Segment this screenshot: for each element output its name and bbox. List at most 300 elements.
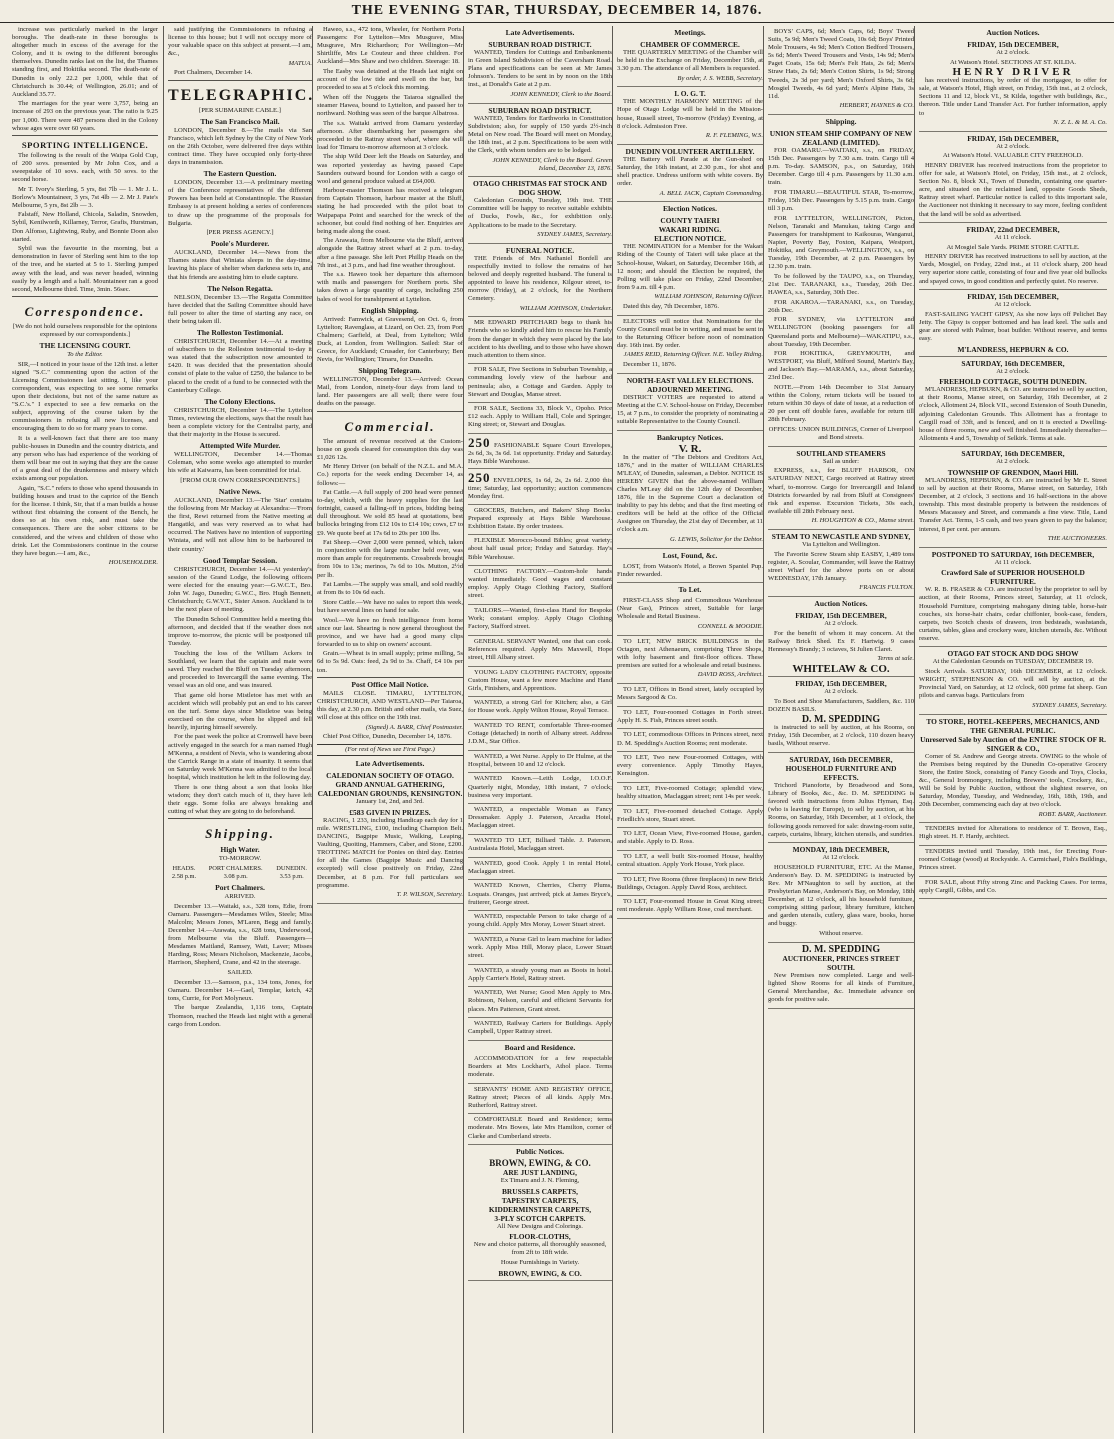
- advertisement: [317, 769, 463, 904]
- advertisement: [617, 828, 763, 851]
- ad-text: M'LANDRESS, HEPBURN, & CO. are instructed by Mr E. Street to sell by auction at their Rooms, Manse street, on Saturday, 16th December, at 2 o'clock, 3 sections and 16 half-sections in the above township. This most desirable property is between the residences of Messrs Macassey and Street, and commands a fine view. Title, Land Transfer Act. Terms, 1-5 cash, and two years given to pay the balance; interest, 8 per cent. per annum.: [919, 476, 1107, 533]
- subheading-note: TO-MORROW.: [218, 854, 262, 862]
- ad-heading: FRIDAY, 15th DECEMBER,: [795, 611, 887, 621]
- advertisement: [468, 434, 612, 469]
- ad-text: At 2 o'clock.: [996, 142, 1030, 150]
- column-1: [12, 26, 162, 1433]
- advertisement: [468, 104, 612, 178]
- advertisement: [768, 609, 914, 677]
- ad-text: FLEXIBLE Morocco-bound Bibles; great variety; about half usual price; Friday and Saturday. Hay's Bible Warehouse.: [468, 537, 612, 561]
- subheading: Bankruptcy Notices.: [656, 432, 724, 442]
- ad-subheading: ARE JUST LANDING,: [503, 1168, 577, 1178]
- ad-text: TO LET, commodious Offices in Princes street, next D. M. Spedding's Auction Rooms; rent moderate.: [617, 731, 763, 747]
- advertisement: [617, 752, 763, 783]
- ad-text: At 2 o'clock.: [824, 688, 858, 695]
- divider: [12, 296, 158, 297]
- ad-text: At 2 o'clock.: [996, 458, 1030, 466]
- ad-signature: A. BELL JACK, Captain Commanding.: [659, 189, 763, 197]
- column-7: [914, 26, 1107, 1433]
- article-text: Touching the loss of the William Ackers in Southland, we learn that the captain and mate were saved. They reached the Bluff on Tuesday afternoon, and proceeded to Invercargill the same evening. The vessel was an old one, and was insured.: [168, 649, 312, 689]
- column-2: [163, 26, 316, 1433]
- ad-text: TO LET, NEW BRICK BUILDINGS in the Octagon, next Athenaeum, comprising Three Shops, with lofty basement and first-floor offices. These premises are suited for a wholesale and retail business.: [617, 637, 763, 669]
- tide-value: 3.08 p.m.: [223, 873, 248, 881]
- advertisement: [919, 715, 1107, 824]
- ad-text: Corner of St. Andrew and George streets. OWING to the whole of the Premises being required by the Dunedin Co-operative Grocery Store, the Entire Stock, consisting of Fancy Goods and Toys, Clocks, &c., General Ironmongery, including Brewers' tools, Crockery, &c., Will be Sold by Public Auction, without the slightest reserve, on Saturday, Monday, Tuesday, and Wednesday, 16th, 18th, 19th, and 20th December, commencing each day at two o'clock.: [919, 752, 1107, 809]
- section-heading-sporting: SPORTING INTELLIGENCE.: [21, 139, 149, 150]
- advertisement: [468, 911, 612, 934]
- subheading: Shipping.: [825, 116, 857, 126]
- ad-text: WANTED, a Nurse Girl to learn machine for ladies' work. Apply Miss Hill, Moray place, Lower Stuart street.: [468, 935, 612, 960]
- advertisement: [617, 874, 763, 897]
- ad-subheading: FREEHOLD COTTAGE, SOUTH DUNEDIN.: [939, 377, 1087, 387]
- advertisement: [468, 720, 612, 751]
- ad-heading: CHAMBER OF COMMERCE.: [640, 40, 740, 49]
- article-text: December 13.—Samson, p.s., 134 tons, Jones, for Oamaru. December 14.—Gael, Templar, ketch, 42 tons, Currie, for Port Molyneux.: [168, 978, 312, 1002]
- divider: [168, 80, 312, 81]
- ad-signature: DAVID ROSS, Architect.: [697, 671, 763, 679]
- advertisement: [768, 943, 914, 1009]
- ad-text: TO LET, Five-roomed detached Cottage. Apply Friedlich's store, Stuart street.: [617, 807, 763, 823]
- subheading: Auction Notices.: [986, 28, 1040, 37]
- subheading: Late Advertisements.: [505, 28, 575, 37]
- advertisement: [768, 677, 914, 753]
- ad-text: At 2 o'clock.: [824, 620, 858, 628]
- ad-text: W. R. B. FRASER & CO. are instructed by the proprietor to sell by auction, at their Rooms, Princes street, Saturday, at 11 o'clock, Household Furniture, comprising mahogany dining table, horse-hair couches, six horse-hair chairs, cedar chiffonier, book-case, fenders, carpets, two Scotch chests of drawers, iron bedsteads, washstands, curtains, tables, glass and crockery ware, kitchen utensils, &c. Without reserve.: [919, 586, 1107, 642]
- subheading-note: SAILED.: [227, 969, 253, 977]
- ad-text: FOR SALE, about Fifty strong Zinc and Packing Cases. For terms, apply Cargill, Gibbs, and Co.: [919, 878, 1107, 894]
- advertisement: [617, 214, 763, 315]
- subheading: Late Advertisements.: [355, 759, 425, 769]
- article-text: Again, "S.C." refers to those who spend thousands in building houses and trust to the caprice of the Bench for the license. I think, Sir, that if a man builds a house without first obtaining the consent of the Bench, he does so at his own risk, and must take the consequences. There are the sober citizens to be considered, and the wives and children of those who drink. Let the Commissioners continue in the course they have begun.—I am, &c.,: [12, 485, 158, 557]
- ad-heading: NORTH-EAST VALLEY ELECTIONS.: [626, 375, 754, 385]
- article-text: Sybil was the favourite in the morning, but a demonstration in favor of Sterling sent him to the top of the tree, and he started at 5 to 1. Sterling jumped away with the lead, and was never headed, winning easily by a length and a half. Mountaineer ran a good second, Melbourne third. Time, 3min. 56sec.: [12, 245, 158, 293]
- ad-text: YOUNG LADY CLOTHING FACTORY, opposite Custom House, want a few more Machine and Hand Girls, Finishers, and Apprentices.: [468, 668, 612, 692]
- ad-subheading: CALEDONIAN GROUNDS, KENSINGTON.: [317, 789, 463, 799]
- ad-text: FASHIONABLE Square Court Envelopes, 2s 6d, 3s, 3s 6d. 1st opportunity. Friday and Saturday. Hays Bible Warehouse.: [468, 441, 612, 466]
- advertisement: [468, 177, 612, 243]
- ad-signature: R. F. FLEMING, W.S.: [705, 132, 763, 140]
- ad-text: SERVANTS' HOME AND REGISTRY OFFICE, Rattray street; Pieces of all kinds. Apply Mrs. Rutherford, Rattray street.: [468, 1085, 612, 1109]
- ad-text: Ex Timaru and J. N. Fleming,: [500, 1177, 580, 1185]
- article-text: Falstaff, New Holland, Chicola, Saladin, Snowden, Sybil, Kenilworth, Killarney, Terror, Grafis, Hurstman, Don Alfonso, Lightwing, Ruby, and Bonnie Doon also started.: [12, 211, 158, 243]
- advertisement: [468, 403, 612, 434]
- advertisement: [617, 896, 763, 919]
- ad-text: TO LET, Offices in Bond street, lately occupied by Messrs Sargood & Co.: [617, 686, 763, 702]
- article-text: The barque Zealandia, 1,116 tons, Captain Thomson, reached the Heads last night with a general cargo from London.: [168, 1004, 312, 1028]
- ad-text: At 12 o'clock.: [994, 301, 1032, 309]
- ad-item: KIDDERMINSTER CARPETS,: [488, 1204, 592, 1214]
- dateline: Chief Post Office, Dunedin, December 14, 1876.: [323, 733, 452, 741]
- subheading: The San Francisco Mail.: [200, 116, 280, 126]
- advertisement: [468, 934, 612, 965]
- ad-item: BRUSSELS CARPETS,: [502, 1186, 578, 1196]
- article-text: Fat Lambs.—The supply was small, and sold readily at from 8s to 10s 6d each.: [317, 581, 463, 597]
- ad-heading: I. O. G. T.: [674, 89, 706, 99]
- article-text: It is a well-known fact that there are too many public-houses in Dunedin and the country districts, and any person who has had experience of the working of them will bear me out in saying that they are the cause of a great deal of the drunkenness and misery which exists among our population.: [12, 434, 158, 483]
- advertisement: [617, 684, 763, 707]
- advertisement: [468, 636, 612, 667]
- ad-text: WANTED, Tenders for Earthworks in Constitution Subdivision; also, for supply of 150 yards 2½-inch Metal on New road. The Board will meet on Monday, the 18th inst., at 2 p.m. Specifications to be seen with the Clerk, with whom tenders are to be lodged.: [468, 114, 612, 154]
- ad-text: House Furnishings in Variety.: [500, 1259, 580, 1267]
- ad-text: Via Lyttelton and Wellington.: [801, 540, 881, 548]
- article-text: The Dunedin School Committee held a meeting this afternoon, and decided that if the weather does not improve to-morrow, the picnic will be postponed till Tuesday.: [168, 615, 312, 647]
- ad-text: DISTRICT VOTERS are requested to attend a Meeting at the C.V. School-house on Friday, December 15, at 7 p.m., to consider the propriety of nominating a suitable Representative to the County Council.: [617, 393, 763, 425]
- ad-text: TO LET, Four-roomed Cottages in Forth street. Apply H. S. Fish, Princes street south.: [617, 708, 763, 724]
- tide-header: PORT CHALMERS.: [208, 865, 263, 872]
- ad-text: WANTED TO RENT, comfortable Three-roomed Cottage (detached) in north of Albany street. Address J.D.M., Star Office.: [468, 722, 612, 746]
- section-note: [FROM OUR OWN CORRESPONDENTS.]: [180, 476, 300, 484]
- article-text: CHRISTCHURCH, December 14.—The Lyttelton Times, reviewing the elections, says that the result has been a complete victory for the Centralist party, and that their majority in the House is secured.: [168, 406, 312, 438]
- advertisement: [468, 804, 612, 835]
- article-text: December 13.—Waitaki, s.s., 328 tons, Edie, from Oamaru. Passengers—Mesdames Wiles, Steele; Miss Malcolm; Messrs Jones, M'Laren, Begg and family. December 14.—Arawata, s.s., 628 tons, Underwood, from Melbourne via the Bluff. Passengers—Mesdames Maitland, Ramsey, Watt, Laver; Misses Harding, Ross; Messrs Nicholson, Mackenzie, Jacobs, Harrison, Shepherd, Crane, and 42 in the steerage.: [168, 902, 312, 967]
- article-text: increase was particularly marked in the larger boroughs. The death-rate in these boroughs is altogether much in excess of the average for the Colony, and it is owing to the different boroughs themselves. Dunedin ranks last on the list, the Thames standing first, and Hokitika second. The death-rate of Dunedin is only 22.2 per 1,000, while that of Christchurch is 30.44; of Wellington, 26.01; and of Auckland 35.77.: [12, 26, 158, 98]
- ad-text: WANTED Known, Cherries, Cherry Plums, Loquats. Oranges, just arrived; pick at James Bryce's, fruiterer, George street.: [468, 882, 612, 906]
- ad-text: EXPRESS, s.s., for BLUFF HARBOR, ON SATURDAY NEXT, Cargo received at Rattray street wharf, to-morrow. Cargo for Invercargill and Inland Districts forwarded by rail from Bluff at Consignees' risk and expense. Excursion Tickets, 30s each, available till 28th February next.: [768, 467, 914, 515]
- column-5: [612, 26, 767, 1433]
- article-text: Haweo, s.s., 472 tons, Wheeler, for Northern Ports. Passengers: For Lyttelton—Mrs Musgrave, Miss Musgrave, Mrs Richardson; For Wellington—Mr Shirtliffe, Mrs Le Couteur and three children. For Auckland—Mrs Shaw and two children. Steerage: 18.: [317, 26, 463, 66]
- ad-heading: FRIDAY, 15th DECEMBER,: [967, 133, 1059, 143]
- ad-signature: WILLIAM JOHNSON, Returning Officer.: [654, 293, 763, 301]
- ad-heading: STEAM TO NEWCASTLE AND SYDNEY,: [771, 531, 911, 541]
- ad-heading: FRIDAY, 15th DECEMBER,: [967, 40, 1059, 49]
- advertisement: [468, 835, 612, 858]
- article-text: NELSON, December 13.—The Regatta Committee have decided that the Sailing Committee should have full power to alter the time of starting any race, on their being taken ill.: [168, 293, 312, 325]
- subheading: English Shipping.: [361, 305, 419, 315]
- ad-text: FOR AKAROA.—TARANAKI, s.s., on Tuesday, 26th Dec.: [768, 298, 914, 314]
- ad-signature: OFFICES: UNION BUILDINGS, Corner of Liverpool and Bond streets.: [768, 426, 914, 442]
- advertisement: [468, 987, 612, 1018]
- ad-text: TENDERS invited until Tuesday, 19th inst., for Erecting Four-roomed Cottage (wood) at Rockyside. A. Carmichael, Fish's Buildings, Princes street.: [919, 847, 1107, 872]
- advertisement: [919, 647, 1107, 714]
- advertisement: [468, 469, 612, 504]
- subheading: Public Notices.: [515, 1147, 565, 1157]
- ad-text: January 1st, 2nd, and 3rd.: [356, 798, 424, 806]
- subheading: Auction Notices.: [814, 599, 868, 609]
- subheading: Board and Residence.: [504, 1042, 576, 1052]
- advertisement: [768, 127, 914, 447]
- advertisement: [617, 38, 763, 87]
- signature: (Signed) A. BARR, Chief Postmaster.: [365, 723, 463, 731]
- ad-heading: FRIDAY, 15th DECEMBER,: [967, 292, 1059, 302]
- ad-heading: CALEDONIAN SOCIETY OF OTAGO.: [326, 771, 454, 781]
- advertisement: [468, 535, 612, 566]
- ad-heading: V. R.: [678, 442, 702, 455]
- advertisement: [468, 751, 612, 774]
- article-text: CHRISTCHURCH, December 14.—At a meeting of subscribers to the Rolleston testimonial to-day it was stated that the subscription now amounted to £420. It was decided that the presentation should consist of plate to the value of £250, the balance to be placed to the credit of a fund to be connected with the Canterbury College.: [168, 338, 312, 394]
- advertisement: [617, 316, 763, 374]
- ad-text: THE MONTHLY HARMONY MEETING of the Hope of Otago Lodge will be held in the Mission-house, Russell street, To-morrow (Friday) Evening, at 8 o'clock. Admission Free.: [617, 98, 763, 130]
- advertisement: [468, 605, 612, 636]
- ad-heading: FRIDAY, 15th DECEMBER,: [795, 679, 887, 688]
- subheading: Post Office Mail Notice.: [351, 679, 429, 689]
- divider: [317, 677, 463, 678]
- advertisement: [919, 877, 1107, 900]
- article-text: When off the Nuggets the Taiaroa signalled the steamer Hawea, bound to Lyttelton, and passed her to northward. Nothing was seen of the barque Albatross.: [317, 93, 463, 117]
- article-text: For the past week the police at Cromwell have been actively engaged in the search for a man named Hugh M'Kenna, a resident of Nevis, who is wandering about the Carrick Range in a state of insanity. It seems that on Saturday week M'Kenna was admitted to the local hospital, which institution he left in the following day.: [168, 733, 312, 781]
- advertisement: [617, 851, 763, 874]
- letter-heading: THE LICENSING COURT.: [39, 341, 131, 350]
- tide-header: HEADS.: [172, 865, 196, 872]
- advertisement: [919, 223, 1107, 290]
- ad-subheading: GRAND ANNUAL GATHERING,: [335, 780, 445, 790]
- article-text: WELLINGTON, December 13.—Arrived: Ocean Mail, from London, ninety-four days from land to land. Her passengers are all well; there were four deaths on the passage.: [317, 376, 463, 408]
- subheading: Attempted Wife Murder.: [199, 441, 281, 451]
- ad-text: FIRST-CLASS Shop and Commodious Warehouse (Near Gas), Princes street, Suitable for large Wholesale and Retail Business.: [617, 597, 763, 621]
- advertisement: [468, 858, 612, 881]
- ad-subheading: ELECTION NOTICE.: [654, 234, 726, 244]
- ad-text: LOST, from Watson's Hotel, a Brown Spaniel Pup. Finder rewarded.: [617, 562, 763, 578]
- ad-signature: T. P. WILSON, Secretary.: [396, 891, 463, 899]
- ad-subheading: Crawford Sale of SUPERIOR HOUSEHOLD FURNITURE.: [941, 568, 1085, 587]
- news-note: (For rest of News see First Page.): [317, 744, 463, 756]
- tide-value: 2.58 p.m.: [171, 873, 197, 881]
- ad-text: FOR LYTTELTON, WELLINGTON, Picton, Nelson, Taranaki and Manukau, taking Cargo and Passengers for transhipment to Kaikouras, Wanganui, Napier, Poverty Bay, Foxton, Kaipara, Westport, Hokitika, and Greymouth.—WELLINGTON, s.s., on Tuesday, 19th December, at 2 p.m. Passengers by 12.30 p.m. train.: [768, 214, 914, 271]
- dateline: December 11, 1876.: [623, 361, 677, 369]
- ad-text: HENRY DRIVER has received instructions from the proprietor to offer for sale, at Watson's Hotel, on Friday, 15th inst., at 2 o'clock, Section No. 8, block XI., Town of Dunedin, containing one quarter-acre, and situated on the reclaimed land, opposite Goods Sheds, Rattray street wharf. Particular notice is called to this important sale, the Auctioneer not thinking it necessary to say more, feeling confident that the land will be sold as advertised.: [919, 161, 1107, 218]
- article-text: That game old horse Mistletoe has met with an accident which will probably put an end to his career on the turf. Some days since Mistletoe was being exercised on the course, when he slipped and fell heavily, injuring himself severely.: [168, 691, 312, 731]
- subheading: Good Templar Session.: [202, 555, 278, 565]
- ad-signature: FRANCIS FULTON.: [859, 584, 914, 592]
- ad-text: TO LET, Five-roomed Cottage; splendid view, healthy situation, Maclaggan street; rent 14s per week.: [617, 784, 763, 800]
- ad-heading: D. M. SPEDDING: [801, 714, 881, 726]
- ad-text: WANTED, Wet Nurse; Good Men Apply to Mrs. Robinson, Nelson, careful and efficient Servants for places. Mrs Patterson, Grant street.: [468, 989, 612, 1013]
- advertisement: [768, 26, 914, 115]
- advertisement: [468, 1114, 612, 1145]
- advertisement: [768, 753, 914, 843]
- advertisement: [468, 965, 612, 988]
- ad-text: TO LET, Five Rooms (three fireplaces) in new Brick Buildings, Octagon. Apply David Ross, architect.: [617, 875, 763, 891]
- ad-text: WANTED, Tenders for Cuttings and Embankments in Green Island Subdivision of the Caversham Road. Plans and specifications can be seen at Mr James Johnson's. Tenders to be sent in by noon on the 18th inst., at Donald's Gate at 2 p.m.: [468, 49, 612, 89]
- article-text: WELLINGTON, December 14.—Thomas Coleman, who some weeks ago attempted to murder his wife at Kaiwarra, has been committed for trial.: [168, 451, 312, 475]
- advertisement: [919, 447, 1107, 547]
- tide-header: DUNEDIN.: [276, 865, 307, 872]
- divider: [168, 818, 312, 819]
- ad-text: TO LET, Ocean View, Five-roomed House, garden, and stable. Apply to D. Ross.: [617, 830, 763, 846]
- ad-text: RACING, 1 233, including Handicap each day for 1 mile. WRESTLING, £100, including Champion Belt. DANCING, Bagpipe Music, Walking, Leaping, Vaulting, Quoiting, Hammers, Caber, and Stone, £200. TROTTING MATCH for Ponies on third day. Entries for all the Games (Bagpipe Music and Dancing excepted) will close positively on Friday, 22nd December, at 8 p.m. For full particulars see programme.: [317, 816, 463, 889]
- ad-text: NOTE.—From 14th December to 31st January within the Colony, return tickets will be issued to return within 30 days of date of issue, at a reduction of 20 per cent off double fares, available for return till 28th February.: [768, 384, 914, 424]
- subheading: Port Chalmers.: [215, 883, 265, 893]
- advertisement: [617, 145, 763, 202]
- ad-text: HOUSEHOLD FURNITURE, ETC. At the Manse, Anderson's Bay. D. M. SPEDDING is instructed by Rev. Mr M'Naughton to sell by auction, at the Presbyterian Manse, Anderson's Bay, on Monday, 18th December, at 12 o'clock, all his household furniture, comprising sitting parlour, library furniture, kitchen and garden utensils, cutlery, glass ware, books, horse and buggy.: [768, 863, 914, 928]
- ad-heading: SUBURBAN ROAD DISTRICT.: [488, 105, 592, 115]
- article-text: The amount of revenue received at the Custom-house on goods cleared for consumption this day was £1,026 12s.: [317, 437, 463, 461]
- advertisement: [617, 374, 763, 431]
- article-text: The s.s. Haweo took her departure this afternoon with mails and passengers for Northern ports. She takes down a large quantity of cargo, including 250 bales of wool for transhipment at Lyttelton.: [317, 271, 463, 303]
- ad-text: WANTED, good Cook. Apply 1 in rental Hotel, Maclaggan street.: [468, 859, 612, 875]
- ad-text: TENDERS invited for Alterations to residence of T. Brown, Esq., High street. H. F. Hardy, architect.: [919, 825, 1107, 841]
- advertisement: [919, 132, 1107, 223]
- columns: [12, 26, 1108, 1433]
- advertisement: [919, 548, 1107, 648]
- article-text: There is one thing about a son that looks like wisdom; they don't catch much of it, they have left their eggs. Some folks are always breaking and cutting of what they are going to do beforehand.: [168, 783, 312, 815]
- section-heading-shipping: Shipping.: [205, 825, 275, 841]
- tide-value: 3.53 p.m.: [279, 873, 304, 881]
- ad-signature: H. HOUGHTON & CO., Manse street.: [811, 517, 914, 525]
- advertisement: [468, 1084, 612, 1115]
- advertisement: [617, 729, 763, 752]
- ad-text: At 12 o'clock.: [822, 854, 860, 862]
- advertisement: [468, 697, 612, 720]
- column-6: [763, 26, 918, 1433]
- ad-text: CLOTHING FACTORY.—Custom-hole hands wanted immediately. Good wages and constant employ. Apply Otago Clothing Factory, Stafford street.: [468, 568, 612, 600]
- ad-text: WANTED Known.—Leith Lodge, I.O.O.F. Quarterly night, Monday, 18th instant, 7 o'clock; business very important.: [468, 775, 612, 799]
- advertisement: [768, 530, 914, 597]
- ad-text: At Mosgiel Sale Yards. PRIME STORE CATTLE.: [946, 243, 1080, 251]
- ad-heading: WHITELAW & CO.: [792, 663, 890, 675]
- ad-subheading: Unreserved Sale by Auction of the ENTIRE STOCK OF R. SINGER & CO.,: [920, 734, 1106, 753]
- subheading: Election Notices.: [663, 204, 717, 214]
- ad-text: Sail as under:: [823, 457, 859, 465]
- ad-text: New Premises now completed. Large and well-lighted Show Rooms for all kinds of Furniture, General Merchandise, &c. Immediate advance on goods for positive sale.: [768, 971, 914, 1003]
- ad-item: 3-PLY SCOTCH CARPETS.: [494, 1213, 586, 1223]
- ad-text: Stock Arrivals. SATURDAY, 16th DECEMBER, at 12 o'clock. WRIGHT, STEPHENSON & CO. will sell by auction, at the Provincial Yard, on Saturday, at 12 o'clock, 600 prime fat sheep. Gun pilots and canvas bags. Particulars from: [919, 668, 1107, 700]
- ad-heading: WAKARI RIDING.: [658, 225, 722, 235]
- ad-number: 250: [468, 434, 491, 450]
- advertisement: [919, 290, 1107, 356]
- ad-text: The Favorite Screw Steam ship EASBY, 1,489 tons register, A. Scoular, Commander, will leave the Rattray street Wharf for the above ports on or about WEDNESDAY, 17th January.: [768, 550, 914, 582]
- tide-table: [168, 865, 312, 881]
- letter-salutation: To the Editor.: [67, 351, 103, 358]
- divider: [317, 411, 463, 412]
- ad-signature: G. LEWIS, Solicitor for the Debtor.: [669, 535, 763, 543]
- article-text: LONDON, December 13.—A preliminary meeting of the Conference representatives of the different Powers has been held at Constantinople. The Russian Embassy is at present holding a series of conferences to draw up the programme of the proposals for Bulgaria.: [168, 179, 312, 227]
- advertisement: [919, 846, 1107, 877]
- ad-text: TO LET, a well built Six-roomed House, healthy central situation. Apply York House, York place.: [617, 852, 763, 869]
- advertisement: [617, 636, 763, 684]
- ad-heading: OTAGO FAT STOCK AND DOG SHOW: [947, 649, 1079, 659]
- ad-heading: SOUTHLAND STEAMERS: [796, 448, 886, 458]
- article-text: The Arawata, from Melbourne via the Bluff, arrived alongside the Rattray street wharf at 2 p.m. to-day, after a fine passage. She left Port Phillip Heads on the 7th inst., at 3 p.m., and had fine weather throughout.: [317, 237, 463, 269]
- ad-signature: JAMES REID, Returning Officer. N.E. Valley Riding.: [623, 351, 763, 359]
- article-text: said justifying the Commissioners in refusing a license to this house; but I will not occupy more of your valuable space on this subject at present.—I am, &c.,: [168, 26, 312, 58]
- ad-text: THE Battery will Parade at the Gun-shed on Saturday, the 16th instant, at 2.30 p.m., for shot and shell practice. Undress uniform with white covers. By order.: [617, 155, 763, 188]
- article-text: Harbour-master Thomson has received a telegram from Captain Thomson, harbour master at the Bluff, stating he had proceeded with the pilot boat to Waipapapa Point and searched for the wreck of the schooner, but could find nothing of her. Enquiries are being made along the coast.: [317, 187, 463, 235]
- ad-text: M'LANDRESS, HEPBURN, & CO. are instructed to sell by auction, at their Rooms, Manse street, on Saturday, 16th December, at 2 o'clock, Allotment 24, Block VII., second Extension of South Dunedin, adjoining Caledonian Grounds. This Allotment has a frontage to Cargill road of 33ft, and is fenced, and on it is erected a Dwelling-house of three rooms, new and well finished. Immediately thereafter—Allotments 4 and 5, Township of Selkirk. Terms at sale.: [919, 386, 1107, 442]
- ad-text: ACCOMMODATION for a few respectable Boarders at Mrs Lockhart's, Athol place. Terms moderate.: [468, 1054, 612, 1078]
- ad-text: GROCERS, Butchers, and Bakers' Shop Books. Prepared expressly at Hays Bible Warehouse. Exhibition Estate. By order trustees.: [468, 506, 612, 530]
- ad-heading: TO STORE, HOTEL-KEEPERS, MECHANICS, AND THE GENERAL PUBLIC.: [926, 716, 1100, 735]
- ad-heading: SATURDAY, 16th DECEMBER,: [961, 449, 1065, 459]
- ad-text: is instructed to sell by auction, at his Rooms, on Friday, 15th December, at 2 o'clock, 110 dozen heavy basils, Without reserve.: [768, 724, 914, 748]
- ad-text: All New Designs and Colorings.: [497, 1222, 583, 1230]
- ad-signature: By order, J. S. WEBB, Secretary.: [677, 74, 763, 82]
- ad-text: FOR SALE, Five Sections in Suburban Township, a commanding lovely view of the harbour and peninsula; also, a Cottage and Garden. Apply to Stewart and Douglas, Manse street.: [468, 366, 612, 398]
- ad-text: FOR OAMARU.—WAITAKI, s.s., on FRIDAY, 15th Dec. Passengers by 7.30 a.m. train. Cargo till 4 p.m. To-day. SAMSON, p.s., on Saturday, 16th December. Cargo till 4 p.m. Passengers by 11.30 a.m. train.: [768, 146, 914, 187]
- article-text: Store Cattle.—We have no sales to report this week, but have several lines on hand for sale.: [317, 598, 463, 614]
- section-note: [PER PRESS AGENCY.]: [206, 229, 274, 237]
- ad-text: FOR SALE, Sections 33, Block V., Opoho. Price £12 each. Apply to William Hall, Cole and Springer, King street; or, Stewart and Douglas.: [468, 405, 612, 429]
- ad-heading: UNION STEAM SHIP COMPANY OF NEW ZEALAND (LIMITED).: [769, 128, 913, 147]
- ad-text: ELECTORS will notice that Nominations for the County Council must be in writing, and must be sent in to the Returning Officer before noon of nomination day. 16th inst. By order.: [617, 317, 763, 349]
- ad-heading: COUNTY TAIERI: [660, 216, 720, 226]
- ad-signature: WILLIAM JOHNSON, Undertaker.: [519, 304, 612, 312]
- advertisement: [468, 880, 612, 911]
- advertisement: [617, 561, 763, 584]
- advertisement: [468, 364, 612, 403]
- advertisement: [468, 566, 612, 605]
- divider: [12, 135, 158, 136]
- ad-text: WANTED, respectable Person to take charge of a young child. Apply Mrs Moray, Lower Stuart street.: [468, 913, 612, 929]
- advertisement: [617, 707, 763, 730]
- ad-text: WANTED, a strong Girl for Kitchen; also, a Girl for House work. Apply Wilton House, Royal Terrace.: [468, 699, 612, 715]
- subheading: Lost, Found, &c.: [662, 550, 718, 560]
- ad-text: WANTED TO LET, Billiard Table. J. Paterson, Australasia Hotel, Maclaggan street.: [468, 837, 612, 853]
- advertisement: [768, 843, 914, 942]
- ad-heading: MONDAY, 18th DECEMBER,: [792, 845, 890, 855]
- ad-text: TO LET, Two new Four-roomed Cottages, with every convenience. Apply Timothy Hayes, Kensington.: [617, 754, 763, 778]
- subheading-note: ARRIVED.: [224, 893, 256, 901]
- advertisement: [617, 595, 763, 635]
- ad-text: FOR HOKITIKA, GREYMOUTH, and WESTPORT, via Bluff, Milford Sound, Martin's Bay, and Jackson's Bay.—MARAMA, s.s., about Saturday, 23rd Dec.: [768, 350, 914, 382]
- subheading: Poole's Murderer.: [210, 239, 270, 249]
- ad-text: At the Caledonian Grounds on TUESDAY, DECEMBER 19.: [932, 658, 1094, 666]
- ad-text: For the benefit of whom it may concern. At the Railway Brick Shed. Ex F. Hartwig. 9 cases Hennessy's Brandy; 3 octaves, St Julien Claret.: [768, 629, 914, 653]
- ad-text: COMFORTABLE Board and Residence; terms moderate. Mrs Bowes, late Mrs Hamilton, corner of Clarke and Cumberland streets.: [468, 1116, 612, 1140]
- section-note: [PER SUBMARINE CABLE.]: [199, 106, 281, 114]
- advertisement: [617, 87, 763, 144]
- ad-signature: N. Z. L. & M. A. Co.: [1053, 119, 1107, 127]
- dateline: Dated this day, 7th December, 1876.: [623, 302, 719, 310]
- subheading: The Rolleston Testimonial.: [196, 328, 284, 338]
- column-3: [312, 26, 467, 1433]
- masthead: THE EVENING STAR, THURSDAY, DECEMBER 14, 1876.: [0, 0, 1114, 23]
- subheading: To Let.: [678, 585, 702, 595]
- ad-text: FAST-SAILING YACHT GIPSY, As she now lays off Pelichet Bay Jetty. The Gipsy is copper bottomed and has lead keel. The sails and gear are stored with Palmer, boat builder. Without reserve, and terms easy.: [919, 310, 1107, 343]
- article-text: Fat Sheep.—Over 2,000 were penned, which, taken in conjunction with the large number held over, was more than ample for requirements. Crossbreds brought from 10s to 13s; merinos, 7s 6d to 10s. Mutton, 2½d per lb.: [317, 539, 463, 579]
- advertisement: [617, 443, 763, 549]
- ad-heading: OTAGO CHRISTMAS FAT STOCK AND DOG SHOW.: [472, 179, 607, 198]
- ad-text: At 2 o'clock.: [996, 367, 1030, 375]
- article-text: AUCKLAND, December 14.—News from the Thames states that Winiata sleeps in the day-time, leaving his place of shelter when darkness sets in, and that his friends are assisting him to elude capture.: [168, 249, 312, 281]
- ad-text: At Watson's Hotel. SECTIONS AT ST. KILDA.: [949, 58, 1077, 66]
- ad-signature: CONNELL & MOODIE.: [697, 623, 763, 630]
- ad-signature: THE AUCTIONEERS.: [1047, 535, 1107, 543]
- advertisement: [468, 667, 612, 698]
- article-text: SIR,—I noticed in your issue of the 12th inst. a letter signed "S.C." commenting upon the action of the Licensing Commissioners last sitting. I, like your correspondent, was expecting to see some remarks upon their decisions, but not of the same nature as "S.C.'s." I expected to see a few remarks on the subject, approving of the course taken by the commissioners in refusing all new licenses, and encouraging them to do so for many years to come.: [12, 360, 158, 433]
- ad-text: At 11 o'clock.: [994, 234, 1032, 242]
- ad-signature: Without reserve.: [819, 930, 863, 938]
- ad-heading: FUNERAL NOTICE.: [505, 245, 575, 255]
- advertisement: [768, 447, 914, 530]
- advertisement: [468, 773, 612, 804]
- article-text: The ship Wild Deer left the Heads on Saturday, and was reported yesterday as having passed Cape Saunders outward bound for London with a cargo of wool and general produce valued at £64,000.: [317, 153, 463, 185]
- ad-heading: SATURDAY, 16th DECEMBER,: [961, 358, 1065, 368]
- advertisement: [468, 1018, 612, 1041]
- ad-text: WANTED, a Wet Nurse. Apply to Dr Hulme, at the Hospital, between 10 and 12 o'clock.: [468, 752, 612, 768]
- ad-subheading: TOWNSHIP OF GRENDON, Maori Hill.: [947, 467, 1079, 477]
- ad-subheading: ADJOURNED MEETING.: [647, 384, 733, 394]
- article-text: Arrived: Famwick, at Gravesend, on Oct. 6, from Lyttelton; Ravenglass, at Lizard, on Oct. 23, from Port Chalmers; Garfield, at Deal, from Lyttelton; Wild Duck, at London, from Wellington. Sailed: Star of Greece, for Auckland; Crusader, for Canterbury; Ben Nevis, for Wellington; Timaru, for Dunedin.: [317, 315, 463, 364]
- ad-subheading: £583 GIVEN IN PRIZES.: [349, 807, 431, 817]
- advertisement: [617, 806, 763, 829]
- ad-text: FOR TIMARU.—BEAUTIFUL STAR, To-morrow, Friday, 15th Dec. Passengers by 5.15 p.m. train. Cargo till 3 p.m.: [768, 188, 914, 213]
- dateline: Port Chalmers, December 14.: [174, 69, 253, 77]
- ad-subheading: AUCTIONEER, PRINCES STREET SOUTH.: [782, 953, 900, 972]
- ad-text: New and choice patterns, all thoroughly seasoned, from 2ft to 18ft wide.: [473, 1241, 607, 1257]
- ad-text: At Watson's Hotel. VALUABLE CITY FREEHOLD.: [942, 152, 1084, 160]
- ad-text: THE NOMINATION for a Member for the Wakari Riding of the County of Taieri will take place at the School-house, Wakari, on Saturday, December 16th, at 12 noon; and should the Election be required, the Polling will take place on Friday, 22nd December, from 9 a.m. till 4 p.m.: [617, 243, 763, 291]
- article-text: The following is the result of the Waipa Gold Cup, of 200 sovs. presented by Mr John Cox, and a sweepstake of 10 sovs. each, with 50 sovs. to the second horse.: [12, 151, 158, 183]
- advertisement: [468, 38, 612, 104]
- ad-heading: SUBURBAN ROAD DISTRICT.: [488, 40, 592, 49]
- subheading: Native News.: [218, 486, 262, 496]
- ad-text: THE QUARTERLY MEETING of the Chamber will be held in the Exchange on Friday, December 15th, at 3.30 p.m. The attendance of all Members is requested.: [617, 49, 763, 73]
- ad-heading: BROWN, EWING, & CO.: [489, 1158, 591, 1169]
- subheading: The Eastern Question.: [203, 169, 277, 179]
- section-heading-telegraphic: TELEGRAPHIC.: [168, 86, 315, 104]
- ad-text: Caledonian Grounds, Tuesday, 19th inst. THE Committee will be happy to receive suitable exhibits of Ducks, Fowls, &c., for exhibition only. Applications to be made to the Secretary.: [468, 197, 612, 229]
- editor-note: [We do not hold ourselves responsible for the opinions expressed by our correspondents.]: [12, 322, 158, 338]
